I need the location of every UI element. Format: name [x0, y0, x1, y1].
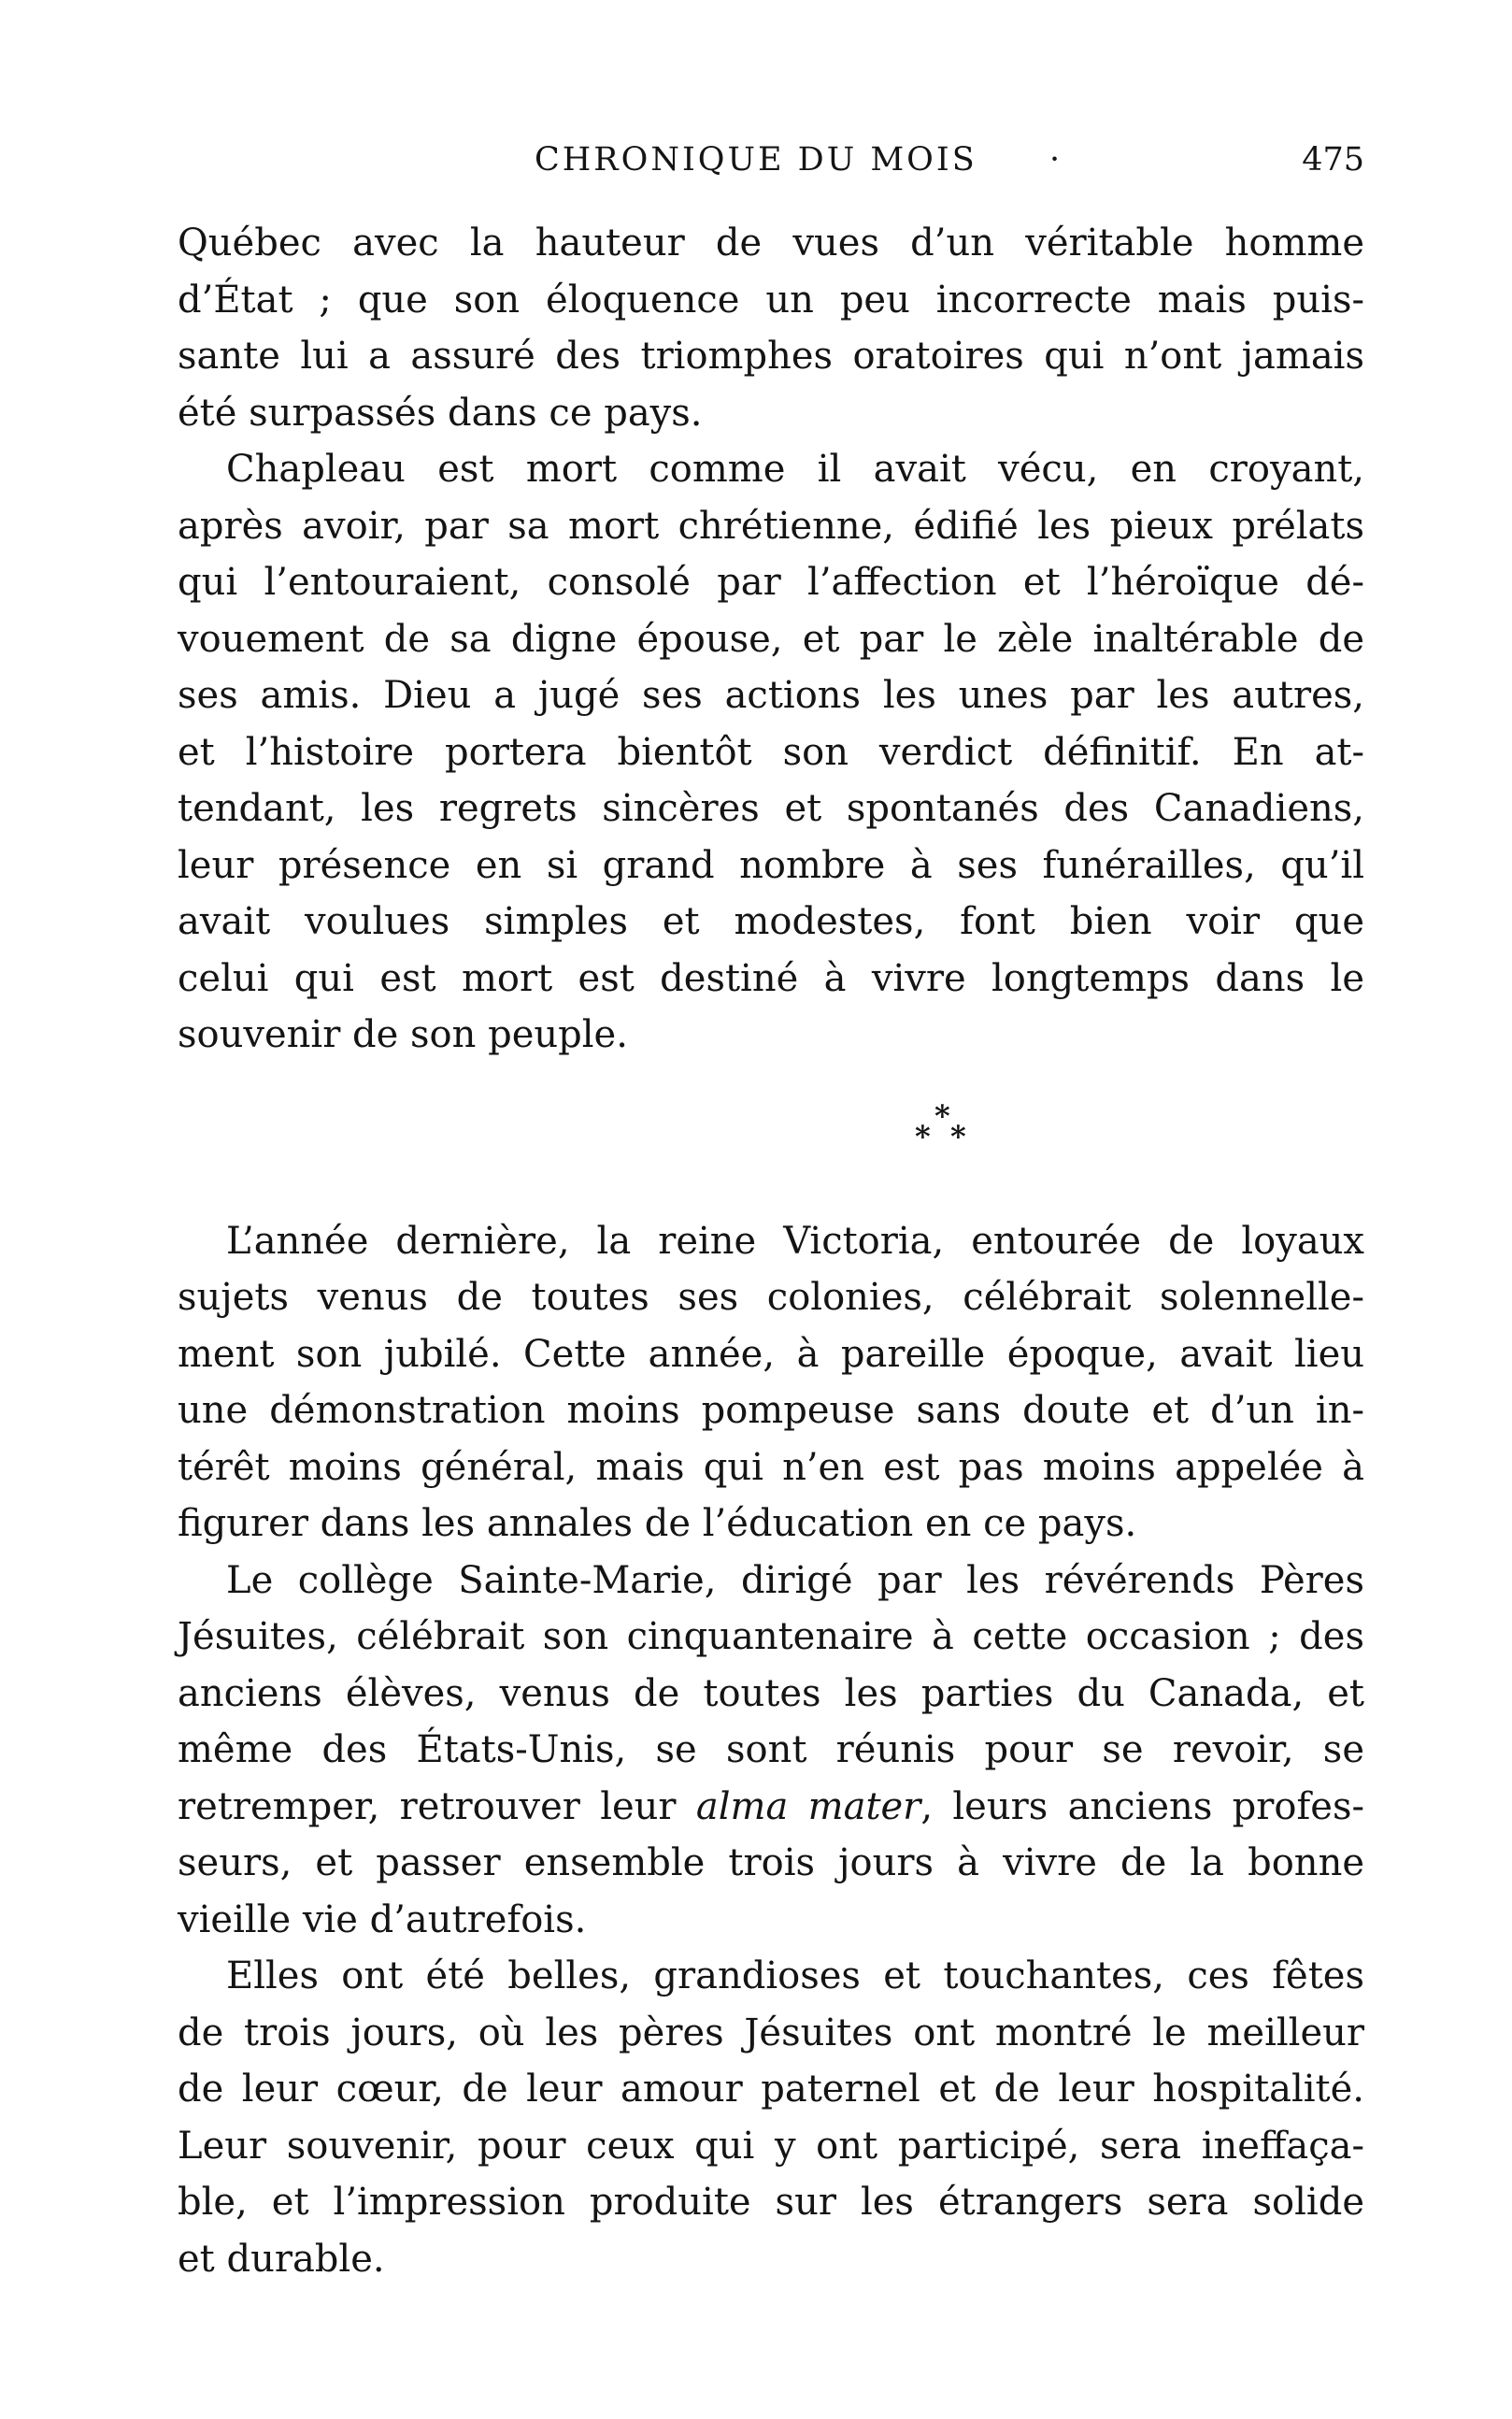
- text-line: Québec avec la hauteur de vues d’un véritable homme: [178, 222, 1364, 265]
- paragraph-2: [178, 441, 1364, 1064]
- header-ornament: ·: [1049, 141, 1061, 179]
- text-line: d’État ; que son éloquence un peu incorrecte mais puis-: [178, 278, 1364, 322]
- asterism-star: *: [915, 1118, 931, 1154]
- text-line: tendant, les regrets sincères et spontanés des Canadiens,: [178, 787, 1364, 830]
- italic-phrase: alma mater: [695, 1784, 921, 1828]
- text-line: vieille vie d’autrefois.: [178, 1897, 587, 1941]
- text-line: souvenir de son peuple.: [178, 1013, 628, 1056]
- text-line-with-italic: [178, 1779, 1364, 1836]
- paragraph-5: [178, 1948, 1364, 2287]
- text-line: L’année dernière, la reine Victoria, entourée de loyaux: [226, 1219, 1364, 1263]
- text-line: après avoir, par sa mort chrétienne, édifié les pieux prélats: [178, 504, 1364, 548]
- asterism-star: *: [950, 1118, 966, 1154]
- text-line: anciens élèves, venus de toutes les parties du Canada, et: [178, 1671, 1364, 1715]
- text-line: Jésuites, célébrait son cinquantenaire à cette occasion ; des: [178, 1615, 1364, 1658]
- running-head: [178, 136, 1364, 183]
- asterism-star: *: [934, 1097, 950, 1134]
- text-run: retremper, retrouver leur: [178, 1784, 696, 1828]
- paragraph-3: [178, 1213, 1364, 1553]
- text-line: de leur cœur, de leur amour paternel et de leur hospitalité.: [178, 2068, 1364, 2111]
- text-line: Chapleau est mort comme il avait vécu, en croyant,: [226, 448, 1364, 491]
- text-run: , leurs anciens profes-: [920, 1784, 1365, 1828]
- text-line: sante lui a assuré des triomphes oratoires qui n’ont jamais: [178, 335, 1364, 378]
- paragraph-4: [178, 1553, 1364, 1949]
- text-line: ses amis. Dieu a jugé ses actions les unes par les autres,: [178, 674, 1364, 717]
- body-text: [178, 215, 1364, 2287]
- text-line: Elles ont été belles, grandioses et touchantes, ces fêtes: [226, 1954, 1364, 1997]
- asterism: [911, 1097, 977, 1167]
- text-line: ble, et l’impression produite sur les étrangers sera solide: [178, 2181, 1364, 2224]
- text-line: et durable.: [178, 2237, 385, 2281]
- text-line: ment son jubilé. Cette année, à pareille époque, avait lieu: [178, 1332, 1364, 1376]
- text-line: même des États-Unis, se sont réunis pour se revoir, se: [178, 1728, 1364, 1771]
- text-line: Le collège Sainte-Marie, dirigé par les révérends Pères: [226, 1558, 1364, 1602]
- running-title: CHRONIQUE DU MOIS: [535, 141, 977, 179]
- text-line: figurer dans les annales de l’éducation en ce pays.: [178, 1502, 1137, 1545]
- text-line: et l’histoire portera bientôt son verdict définitif. En at-: [178, 730, 1364, 774]
- page-number: 475: [1302, 141, 1364, 179]
- text-line: sujets venus de toutes ses colonies, célébrait solennelle-: [178, 1276, 1364, 1319]
- text-line: Leur souvenir, pour ceux qui y ont participé, sera ineffaça-: [178, 2124, 1364, 2168]
- paragraph-1: [178, 215, 1364, 441]
- section-separator: [178, 1064, 1364, 1213]
- text-line: avait voulues simples et modestes, font bien voir que: [178, 900, 1364, 943]
- text-line: qui l’entouraient, consolé par l’affection et l’héroïque dé-: [178, 561, 1364, 604]
- text-line: vouement de sa digne épouse, et par le zèle inaltérable de: [178, 617, 1364, 661]
- text-line: leur présence en si grand nombre à ses funérailles, qu’il: [178, 843, 1364, 887]
- text-line: celui qui est mort est destiné à vivre longtemps dans le: [178, 956, 1364, 1000]
- text-line: de trois jours, où les pères Jésuites ont montré le meilleur: [178, 2011, 1364, 2054]
- text-line: été surpassés dans ce pays.: [178, 391, 703, 435]
- text-line: une démonstration moins pompeuse sans doute et d’un in-: [178, 1389, 1364, 1432]
- text-line: térêt moins général, mais qui n’en est pas moins appelée à: [178, 1445, 1364, 1489]
- text-line: seurs, et passer ensemble trois jours à vivre de la bonne: [178, 1841, 1364, 1884]
